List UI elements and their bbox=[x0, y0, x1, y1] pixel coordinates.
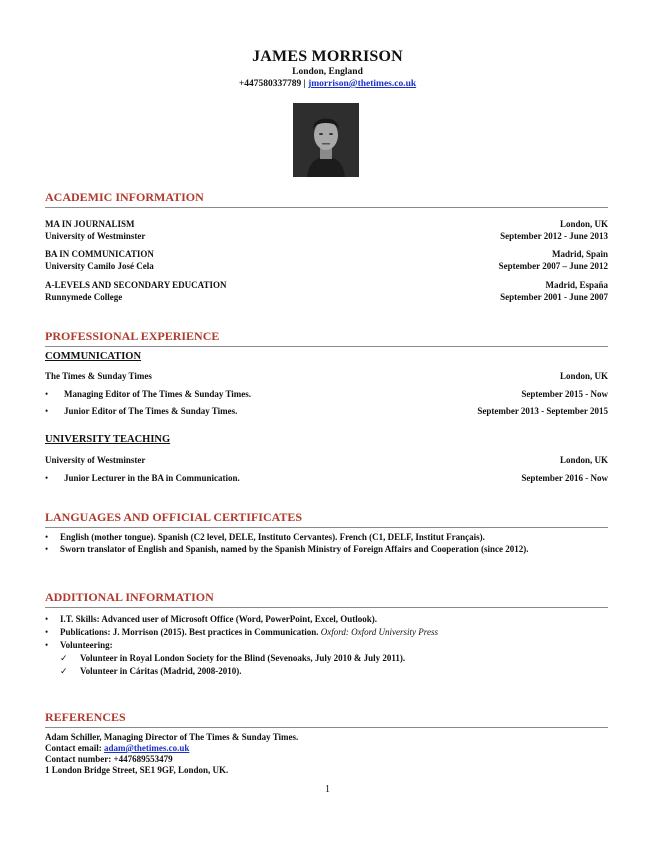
institution: University of Westminster bbox=[45, 231, 146, 241]
additional-section bbox=[45, 590, 608, 608]
subsection-communication: COMMUNICATION bbox=[45, 351, 142, 362]
job-title: Managing Editor of The Times & Sunday Times. bbox=[64, 389, 252, 399]
reference-name: Adam Schiller, Managing Director of The Times & Sunday Times. bbox=[45, 732, 299, 742]
bullet-icon: • bbox=[45, 389, 49, 399]
dates: September 2013 - September 2015 bbox=[477, 406, 608, 416]
bullet-icon: • bbox=[45, 532, 49, 542]
location: London, UK bbox=[559, 455, 608, 465]
profile-photo bbox=[293, 103, 359, 177]
candidate-location: London, England bbox=[292, 67, 363, 77]
academic-section bbox=[45, 190, 608, 208]
location: London, UK bbox=[559, 219, 608, 229]
email-label: Contact email: bbox=[45, 743, 104, 753]
languages-section bbox=[45, 510, 608, 528]
bullet-icon: • bbox=[45, 406, 49, 416]
reference-email-line bbox=[45, 743, 189, 755]
contact-line bbox=[0, 79, 655, 89]
dates: September 2012 - June 2013 bbox=[500, 231, 608, 241]
job-title: Junior Lecturer in the BA in Communication. bbox=[64, 473, 240, 483]
degree: MA IN JOURNALISM bbox=[45, 219, 135, 229]
job-title: Junior Editor of The Times & Sunday Times. bbox=[64, 406, 238, 416]
subsection-teaching: UNIVERSITY TEACHING bbox=[45, 434, 171, 445]
dates: September 2016 - Now bbox=[521, 473, 608, 483]
section-title: LANGUAGES AND OFFICIAL CERTIFICATES bbox=[45, 510, 608, 528]
page-number: 1 bbox=[325, 784, 330, 795]
bullet-icon: • bbox=[45, 627, 49, 637]
degree: A-LEVELS AND SECONDARY EDUCATION bbox=[45, 280, 227, 290]
bullet-icon: • bbox=[45, 640, 49, 650]
language-item: Sworn translator of English and Spanish, named by the Spanish Ministry of Foreign Affairs and Cooperation (since 2012). bbox=[60, 544, 529, 554]
reference-address: 1 London Bridge Street, SE1 9GF, London, UK. bbox=[45, 765, 229, 775]
section-title: REFERENCES bbox=[45, 710, 608, 728]
portrait-image bbox=[293, 103, 359, 177]
reference-number: Contact number: +447689553479 bbox=[45, 754, 173, 764]
location: Madrid, España bbox=[545, 280, 608, 290]
section-title: PROFESSIONAL EXPERIENCE bbox=[45, 329, 608, 347]
email-link[interactable]: jmorrison@thetimes.co.uk bbox=[308, 79, 417, 89]
section-title: ACADEMIC INFORMATION bbox=[45, 190, 608, 208]
phone-number: +447580337789 | bbox=[238, 79, 306, 89]
experience-section bbox=[45, 329, 608, 347]
section-title: ADDITIONAL INFORMATION bbox=[45, 590, 608, 608]
bullet-icon: • bbox=[45, 473, 49, 483]
checkmark-icon: ✓ bbox=[60, 666, 68, 676]
employer: The Times & Sunday Times bbox=[45, 371, 152, 381]
volunteering-item: Volunteer in Royal London Society for the Blind (Sevenoaks, July 2010 & July 2011). bbox=[80, 653, 406, 663]
publisher: Oxford: Oxford University Press bbox=[320, 627, 438, 637]
publications bbox=[60, 627, 438, 637]
location: London, UK bbox=[559, 371, 608, 381]
volunteering-label: Volunteering: bbox=[60, 640, 113, 650]
volunteering-item: Volunteer in Cáritas (Madrid, 2008-2010). bbox=[80, 666, 242, 676]
publications-text: Publications: J. Morrison (2015). Best practices in Communication. bbox=[60, 627, 321, 637]
location: Madrid, Spain bbox=[551, 249, 608, 259]
bullet-icon: • bbox=[45, 544, 49, 554]
language-item: English (mother tongue). Spanish (C2 level, DELE, Instituto Cervantes). French (C1, DELF, Institut Français). bbox=[60, 532, 485, 542]
institution: Runnymede College bbox=[45, 292, 123, 302]
dates: September 2007 – June 2012 bbox=[498, 261, 608, 271]
bullet-icon: • bbox=[45, 614, 49, 624]
dates: September 2015 - Now bbox=[521, 389, 608, 399]
degree: BA IN COMMUNICATION bbox=[45, 249, 154, 259]
reference-email-link[interactable]: adam@thetimes.co.uk bbox=[103, 743, 190, 753]
candidate-name: JAMES MORRISON bbox=[252, 48, 403, 65]
employer: University of Westminster bbox=[45, 455, 146, 465]
references-section bbox=[45, 710, 608, 728]
checkmark-icon: ✓ bbox=[60, 653, 68, 663]
institution: University Camilo José Cela bbox=[45, 261, 154, 271]
it-skills: I.T. Skills: Advanced user of Microsoft Office (Word, PowerPoint, Excel, Outlook). bbox=[60, 614, 377, 624]
dates: September 2001 - June 2007 bbox=[500, 292, 608, 302]
